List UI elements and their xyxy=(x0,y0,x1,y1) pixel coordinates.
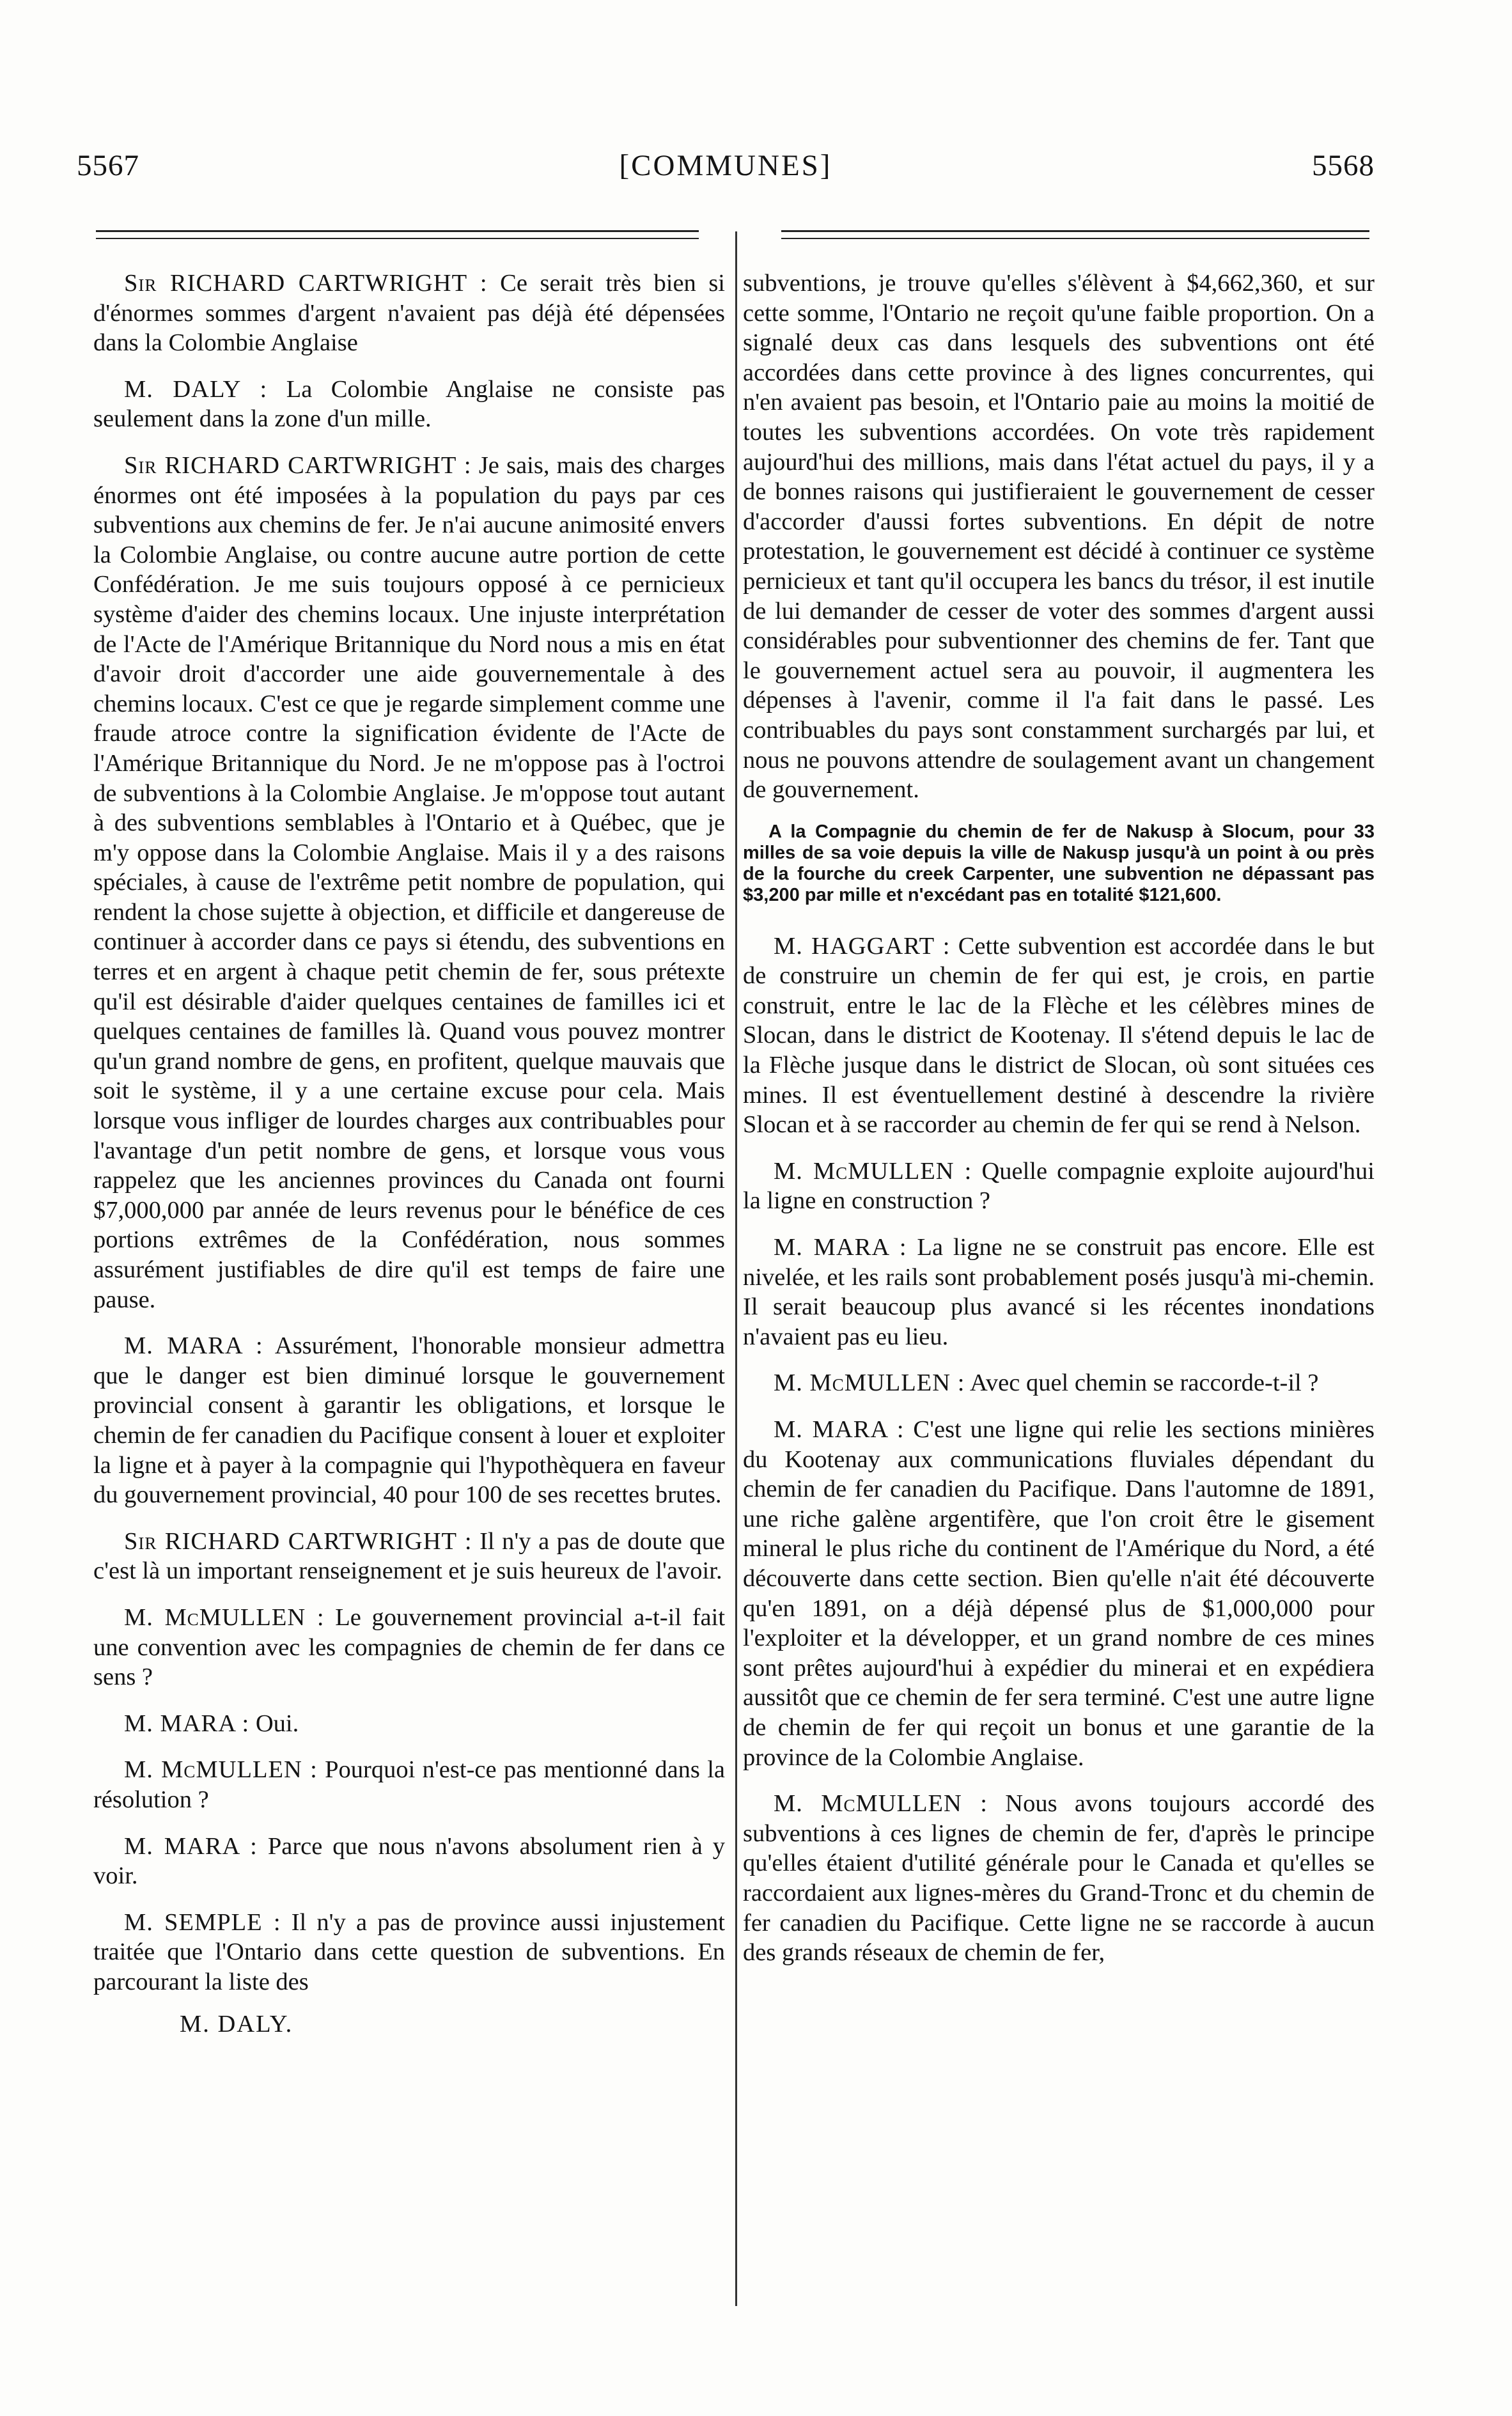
speech-paragraph xyxy=(93,1755,725,1814)
speech-text: Parce que nous n'avons absolument rien à y voir. xyxy=(93,1832,725,1890)
speech-paragraph xyxy=(93,1527,725,1586)
speech-continuation: subventions, je trouve qu'elles s'élèvent à $4,662,360, et sur cette somme, l'Ontario ne reçoit qu'une faible proportion. On a signalé deux cas dans lesquels des subventions ont été accordées dans cette province à des lignes concurrentes, qui n'en avaient pas besoin, et l'Ontario paie au moins la moitié de toutes les subventions accordées. On vote très rapidement aujourd'hui des millions, mais dans l'état actuel du pays, il y a de bonnes raisons qui justifieraient le gouvernement de cesser d'accorder d'aussi fortes subventions. En dépit de notre protestation, le gouvernement est décidé à continuer ce système pernicieux et tant qu'il occupera les bancs du trésor, il est inutile de lui demander de cesser de voter des sommes d'argent aussi considérables pour subventionner des chemins de fer. Tant que le gouvernement actuel sera au pouvoir, il augmentera les dépenses à l'avenir, comme il l'a fait dans le passé. Les contribuables du pays sont constamment surchargés par lui, et nous ne pouvons attendre de soulagement avant un changement de gouvernement. xyxy=(743,270,1375,804)
speaker-name: M. HAGGART : xyxy=(774,932,951,960)
speech-text: Nous avons toujours accordé des subventions à ces lignes de chemin de fer, d'après le principe qu'elles étaient d'utilité générale pour le Canada et qu'elles se raccordaient aux lignes-mères du Grand-Tronc et du chemin de fer canadien du Pacifique. Cette ligne ne se raccorde à aucun des grands réseaux de chemin de fer, xyxy=(743,1790,1375,1967)
speech-text: Je sais, mais des charges énormes ont été imposées à la population du pays par ces subventions aux chemins de fer. Je n'ai aucune animosité envers la Colombie Anglaise, ou contre aucune autre portion de cette Confédération. Je me suis toujours opposé à ce pernicieux système d'aider des chemins locaux. Une injuste interprétation de l'Acte de l'Amérique Britannique du Nord nous a mis en état d'avoir droit d'accorder une aide gouvernementale à des chemins locaux. C'est ce que je regarde simplement comme une fraude atroce contre la signification évidente de l'Acte de l'Amérique Britannique du Nord. Je ne m'oppose pas à l'octroi de subventions à la Colombie Anglaise. Je m'oppose tout autant à des subventions semblables à l'Ontario et à Québec, que je m'y oppose dans la Colombie Anglaise. Mais il y a des raisons spéciales, à cause de l'extrême petit nombre de population, qui rendent la chose sujette à objection, et difficile et dangereuse de continuer à accorder dans ce pays si étendu, des subventions en terres et en argent à chaque petit chemin de fer, sous prétexte qu'il est désirable d'aider quelques centaines de familles ici et quelques centaines de familles là. Quand vous pouvez montrer qu'un grand nombre de gens, en profitent, quelque mauvais que soit le système, il y a une certaine excuse pour cela. Mais lorsque vous infliger de lourdes charges aux contribuables pour l'avantage d'un petit nombre de gens, et lorsque vous vous rappelez que les anciennes provinces du Canada ont fourni $7,000,000 par année de leurs revenus pour le bénéfice de ces portions extrêmes de la Confédération, nous sommes assurément justifiables de dire qu'il est temps de faire une pause. xyxy=(93,451,725,1313)
speech-text: Ce serait très bien si d'énormes sommes d'argent n'avaient pas déjà été dépensées dans la Colombie Anglaise xyxy=(93,270,726,357)
speaker-name: M. McMULLEN : xyxy=(124,1756,318,1784)
speech-text: Assurément, l'honorable monsieur admettra que le danger est bien diminué lorsque le gouvernement provincial consent à garantir les obligations, et lorsque le chemin de fer canadien du Pacifique consent à louer et exploiter la ligne et à payer à la compagnie qui l'hypothèquera en faveur du gouvernement provincial, 40 pour 100 de ses recettes brutes. xyxy=(93,1332,725,1509)
speaker-name: M. MARA : xyxy=(774,1416,905,1443)
speech-text: Il n'y a pas de doute que c'est là un important renseignement et je suis heureux de l'avoir. xyxy=(93,1527,725,1585)
speaker-name: M. McMULLEN : xyxy=(124,1603,325,1631)
speech-paragraph xyxy=(743,1415,1375,1772)
speaker-name: M. McMULLEN : xyxy=(774,1790,988,1818)
page-number-right: 5568 xyxy=(1312,149,1375,182)
speaker-name: M. DALY : xyxy=(124,375,268,403)
page-number-left: 5567 xyxy=(77,149,139,182)
speaker-name: M. MARA : xyxy=(124,1332,263,1360)
speaker-name: M. McMULLEN : xyxy=(774,1369,965,1397)
speaker-name: M. MARA : xyxy=(124,1832,258,1860)
speaker-name: Sir RICHARD CARTWRIGHT : xyxy=(124,451,472,479)
speech-paragraph xyxy=(743,1789,1375,1968)
speech-text: Pourquoi n'est-ce pas mentionné dans la résolution ? xyxy=(93,1756,726,1813)
speech-paragraph xyxy=(93,1908,725,1997)
speech-text: Avec quel chemin se raccorde-t-il ? xyxy=(969,1369,1319,1397)
speech-text: Oui. xyxy=(255,1710,299,1737)
speech-paragraph xyxy=(743,1233,1375,1352)
speaker-name: Sir RICHARD CARTWRIGHT : xyxy=(124,1527,472,1555)
column-divider xyxy=(735,231,737,2306)
header-rule xyxy=(96,238,699,239)
speech-paragraph xyxy=(743,1157,1375,1216)
speech-text: Il n'y a pas de province aussi injustement traitée que l'Ontario dans cette question de subventions. En parcourant la liste des xyxy=(93,1908,726,1995)
speech-text: C'est une ligne qui relie les sections minières du Kootenay aux communications fluviales dépendant du chemin de fer canadien du Pacifique. Dans l'automne de 1891, une riche galène argentifère, que l'on croit être le gisement mineral le plus riche du continent de l'Amérique du Nord, a été découverte dans cette section. Bien qu'elle n'ait été découverte qu'en 1891, on a déjà dépensé plus de $1,000,000 pour l'exploiter et la développer, et un grand nombre de ces mines sont prêtes aujourd'hui à expédier du minerai et en expédiera aussitôt que ce chemin de fer sera terminé. C'est une autre ligne de chemin de fer qui reçoit un bonus et une garantie de la province de la Colombie Anglaise. xyxy=(743,1416,1375,1771)
speech-paragraph xyxy=(93,1832,725,1891)
speech-paragraph xyxy=(743,1368,1375,1398)
speaker-name: M. MARA : xyxy=(124,1710,250,1737)
right-column xyxy=(743,269,1375,1984)
speech-text: Quelle compagnie exploite aujourd'hui la ligne en construction ? xyxy=(743,1157,1375,1215)
speech-text: Le gouvernement provincial a-t-il fait une convention avec les compagnies de chemin de fer dans ce sens ? xyxy=(93,1603,726,1691)
running-title: [COMMUNES] xyxy=(619,149,832,182)
header-rule xyxy=(781,230,1369,232)
speaker-name: M. McMULLEN : xyxy=(774,1157,972,1185)
speech-paragraph xyxy=(93,451,725,1314)
page-header xyxy=(77,148,1375,199)
speaker-name: M. SEMPLE : xyxy=(124,1908,281,1936)
speech-text: La Colombie Anglaise ne consiste pas seulement dans la zone d'un mille. xyxy=(93,375,726,433)
speech-paragraph xyxy=(743,931,1375,1140)
speech-paragraph xyxy=(93,1603,725,1692)
speaker-name: Sir RICHARD CARTWRIGHT : xyxy=(124,270,488,297)
page-byline: M. DALY. xyxy=(180,2011,293,2038)
speaker-name: M. MARA : xyxy=(774,1234,907,1261)
header-rule xyxy=(781,238,1369,239)
speech-paragraph xyxy=(93,1709,725,1739)
motion-text: A la Compagnie du chemin de fer de Nakusp à Slocum, pour 33 milles de sa voie depuis la ville de Nakusp jusqu'à un point à ou près de la fourche du creek Carpenter, une subvention ne dépassant pas $3,200 par mille et n'excédant pas en totalité $121,600. xyxy=(743,821,1375,905)
speech-text: La ligne ne se construit pas encore. Elle est nivelée, et les rails sont probablement posés jusqu'à mi-chemin. Il serait beaucoup plus avancé si les récentes inondations n'avaient pas eu lieu. xyxy=(743,1234,1375,1350)
speech-paragraph xyxy=(93,375,725,434)
speech-text: Cette subvention est accordée dans le but de construire un chemin de fer qui est, je crois, en partie construit, entre le lac de la Flèche et les célèbres mines de Slocan, dans le district de Kootenay. Il s'étend depuis le lac de la Flèche jusque dans le district de Slocan, où sont situées ces mines. Il est éventuellement destiné à descendre la rivière Slocan et à se raccorder au chemin de fer qui se rend à Nelson. xyxy=(743,932,1375,1139)
header-rule xyxy=(96,230,699,232)
speech-paragraph xyxy=(93,269,725,358)
speech-paragraph xyxy=(93,1331,725,1510)
left-column xyxy=(93,269,725,2039)
